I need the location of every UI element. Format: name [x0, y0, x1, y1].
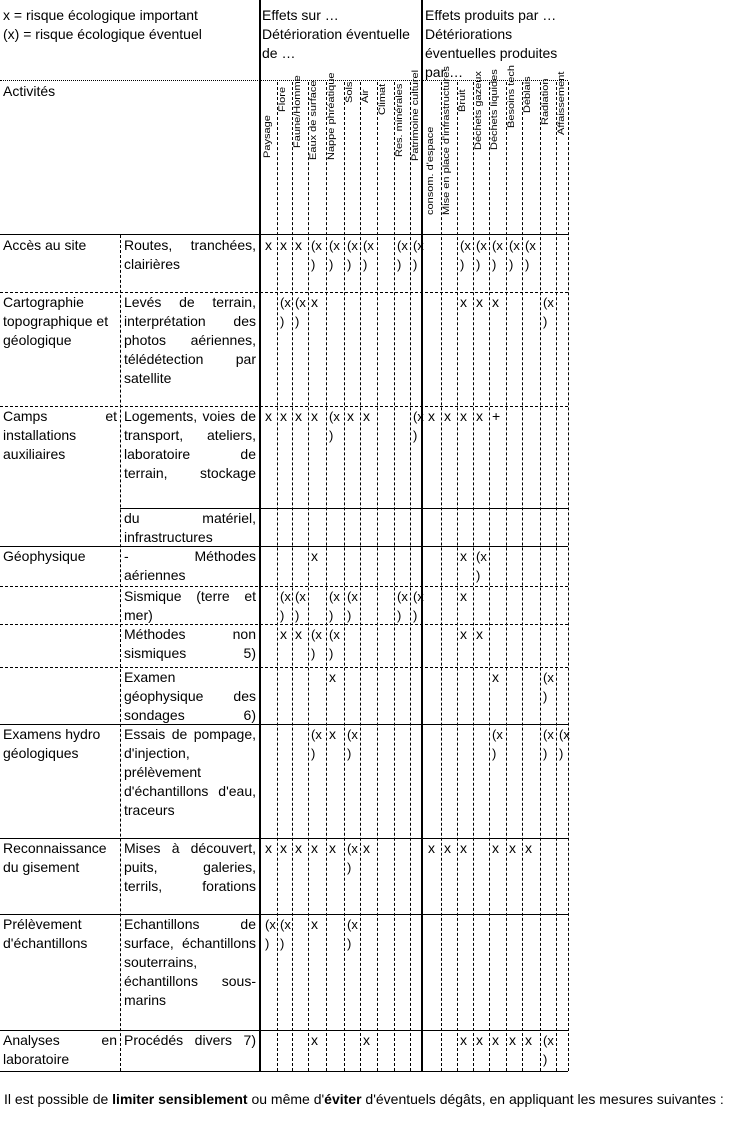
- column-rule: [360, 82, 361, 1071]
- column-header: Eaux de surface: [309, 80, 319, 160]
- footer-bold-1: limiter sensiblement: [112, 1091, 248, 1107]
- activity-name: Accès au site: [3, 237, 87, 253]
- risk-mark: (x ): [397, 589, 408, 623]
- risk-mark: (x ): [559, 727, 570, 761]
- activity-name: Prélèvement d'échantillons: [3, 916, 88, 951]
- column-rule: [522, 82, 523, 1071]
- main-divider-mid: [421, 0, 423, 1071]
- risk-mark: (x ): [543, 727, 554, 761]
- row-rule: [0, 406, 568, 407]
- risk-mark: x: [265, 840, 272, 856]
- footer-paragraph: [4, 1090, 726, 1109]
- risk-mark: (x ): [280, 917, 291, 951]
- risk-mark: (x ): [363, 238, 374, 272]
- risk-mark: x: [311, 916, 318, 932]
- risk-mark: x: [492, 294, 499, 310]
- column-header: Faune/Homme: [293, 75, 303, 148]
- risk-mark: x: [280, 626, 287, 642]
- risk-mark: (x ): [476, 549, 487, 583]
- column-header: Affaissement: [557, 71, 567, 135]
- risk-mark: x: [311, 548, 318, 564]
- risk-mark: (x ): [492, 238, 503, 272]
- risk-mark: x: [311, 840, 318, 856]
- row-rule: [0, 586, 568, 587]
- column-header: Nappe phréatique: [327, 72, 337, 160]
- column-rule: [326, 82, 327, 1071]
- activity-detail: Sismique (terre et mer): [124, 588, 256, 623]
- risk-mark: x: [347, 408, 354, 424]
- risk-mark: x: [265, 408, 272, 424]
- row-rule: [0, 838, 568, 839]
- risk-mark: x: [509, 840, 516, 856]
- column-rule: [277, 82, 278, 1071]
- footer-text-2: ou même d': [247, 1091, 325, 1107]
- risk-mark: x: [295, 840, 302, 856]
- activity-name: Camps et installations auxiliaires: [3, 408, 117, 462]
- risk-mark: x: [460, 548, 467, 564]
- risk-mark: x: [280, 237, 287, 253]
- risk-mark: x: [311, 294, 318, 310]
- column-header: Déchets liquides: [490, 69, 500, 150]
- activity-name: Examens hydro géologiques: [3, 726, 101, 761]
- risk-mark: x: [295, 408, 302, 424]
- risk-mark: x: [295, 237, 302, 253]
- risk-mark: x: [492, 840, 499, 856]
- risk-mark: (x ): [329, 409, 340, 443]
- risk-mark: x: [280, 840, 287, 856]
- column-rule: [540, 82, 541, 1071]
- risk-mark: (x ): [492, 727, 503, 761]
- risk-mark: x: [460, 588, 467, 604]
- column-rule: [473, 82, 474, 1071]
- risk-mark: x: [460, 840, 467, 856]
- column-header: Besoins tech: [507, 65, 517, 128]
- column-rule: [457, 82, 458, 1071]
- risk-mark: (x ): [329, 238, 340, 272]
- activity-name: Reconnaissance du gisement: [3, 840, 107, 875]
- table-bottom-rule: [0, 1071, 568, 1072]
- risk-mark: (x ): [329, 627, 340, 661]
- column-header: Bruit: [458, 89, 468, 112]
- footer-bold-2: éviter: [324, 1091, 362, 1107]
- risk-mark: x: [444, 840, 451, 856]
- risk-mark: x: [509, 1032, 516, 1048]
- row-rule: [0, 292, 568, 293]
- risk-mark: x: [311, 408, 318, 424]
- activity-detail: Routes, tranchées, clairières: [124, 237, 256, 272]
- column-rule: [377, 82, 378, 1071]
- risk-mark: (x ): [280, 295, 291, 329]
- risk-mark: (x ): [476, 238, 487, 272]
- row-rule: [0, 667, 568, 668]
- risk-mark: x: [460, 408, 467, 424]
- risk-mark: +: [492, 408, 501, 424]
- activity-name: Géophysique: [3, 548, 86, 564]
- header-effets-sur: Effets sur … Détérioration éventuelle de …: [262, 7, 410, 61]
- risk-mark: x: [280, 408, 287, 424]
- risk-mark: (x ): [525, 238, 536, 272]
- risk-mark: (x ): [347, 238, 358, 272]
- row-rule: [0, 624, 568, 625]
- activity-detail: - Méthodes aériennes: [124, 548, 256, 583]
- risk-mark: x: [363, 408, 370, 424]
- column-header: Paysage: [263, 115, 273, 158]
- activity-detail: Logements, voies de transport, ateliers, laboratoire de terrain, stockage: [124, 408, 256, 481]
- risk-mark: x: [460, 1032, 467, 1048]
- header-effets-produits: Effets produits par … Détériorations éventuelles produites par …: [425, 7, 558, 80]
- legend-line-1: x = risque écologique important: [3, 7, 198, 23]
- column-rule: [308, 82, 309, 1071]
- column-header: Air: [361, 89, 371, 103]
- column-rule: [292, 82, 293, 1071]
- risk-mark: x: [428, 840, 435, 856]
- risk-mark: x: [476, 294, 483, 310]
- risk-mark: x: [444, 408, 451, 424]
- main-divider-left: [259, 0, 261, 1071]
- column-header: consom. d'espace: [426, 126, 436, 215]
- risk-mark: (x ): [280, 589, 291, 623]
- footer-text-1: Il est possible de: [4, 1091, 113, 1107]
- column-header: Mise en place d'infrastructures: [442, 66, 452, 215]
- risk-mark: (x ): [397, 238, 408, 272]
- risk-mark: (x ): [295, 295, 306, 329]
- risk-mark: (x ): [311, 238, 322, 272]
- column-header: Radiation: [541, 78, 551, 125]
- risk-mark: x: [295, 626, 302, 642]
- risk-mark: x: [363, 840, 370, 856]
- activity-name: Cartographie topographique et géologique: [3, 294, 109, 348]
- risk-mark: x: [492, 1032, 499, 1048]
- row-rule: [0, 546, 568, 547]
- risk-mark: (x ): [265, 917, 276, 951]
- risk-mark: x: [329, 840, 336, 856]
- activity-name: Analyses en laboratoire: [3, 1032, 117, 1067]
- activity-detail: du matériel, infrastructures: [124, 510, 256, 545]
- risk-mark: (x ): [347, 727, 358, 761]
- risk-mark: x: [311, 1032, 318, 1048]
- risk-mark: x: [428, 408, 435, 424]
- activity-detail: Méthodes non sismiques 5): [124, 626, 256, 661]
- risk-mark: (x ): [460, 238, 471, 272]
- risk-mark: x: [476, 408, 483, 424]
- column-rule: [344, 82, 345, 1071]
- column-rule: [506, 82, 507, 1071]
- column-rule: [441, 82, 442, 1071]
- column-header: Climat: [378, 83, 388, 115]
- risk-mark: x: [460, 294, 467, 310]
- risk-mark: (x ): [329, 589, 340, 623]
- column-rule: [410, 82, 411, 1071]
- header-bottom-rule: [0, 234, 568, 235]
- activity-detail: Examen géophysique des sondages 6): [124, 669, 256, 723]
- risk-mark: (x ): [543, 295, 554, 329]
- risk-mark: (x ): [311, 727, 322, 761]
- risk-mark: (x ): [347, 917, 358, 951]
- risk-mark: (x ): [413, 238, 424, 272]
- risk-mark: x: [525, 1032, 532, 1048]
- risk-mark: (x ): [347, 841, 358, 875]
- risk-mark: x: [476, 1032, 483, 1048]
- legend-line-2: (x) = risque écologique éventuel: [3, 26, 202, 42]
- risk-mark: x: [460, 626, 467, 642]
- risk-mark: x: [492, 669, 499, 685]
- column-header: Déchets gazeux: [474, 71, 484, 150]
- activity-detail: Echantillons de surface, échantillons souterrains, échantillons sous-marins: [124, 916, 256, 1008]
- column-rule: [394, 82, 395, 1071]
- activity-divider: [120, 235, 121, 1071]
- risk-mark: x: [476, 626, 483, 642]
- risk-mark: (x ): [413, 409, 424, 443]
- row-rule: [0, 1030, 568, 1031]
- column-header: Sols: [345, 81, 355, 103]
- risk-mark: x: [329, 669, 336, 685]
- risk-mark: x: [363, 1032, 370, 1048]
- footer-text-3: d'éventuels dégâts, en appliquant les mesures suivantes :: [361, 1091, 724, 1107]
- column-header: Patrimoine culturel: [411, 69, 421, 161]
- activity-detail: Levés de terrain, interprétation des photos aériennes, télédétection par satellite: [124, 294, 256, 386]
- column-rule: [489, 82, 490, 1071]
- risk-mark: (x ): [543, 670, 554, 704]
- risk-mark: x: [265, 237, 272, 253]
- risk-mark: (x ): [347, 589, 358, 623]
- row-rule: [0, 914, 568, 915]
- header-activites: Activités: [3, 83, 56, 99]
- column-header: Déblais: [523, 76, 533, 113]
- row-rule: [0, 724, 568, 725]
- header-rule: [0, 80, 568, 81]
- column-header: Flore: [278, 86, 288, 112]
- risk-mark: (x ): [295, 589, 306, 623]
- risk-mark: x: [525, 840, 532, 856]
- risk-mark: (x ): [543, 1033, 554, 1067]
- risk-mark: (x ): [413, 589, 424, 623]
- risk-mark: (x ): [311, 627, 322, 661]
- column-header: Res. minérales: [395, 83, 405, 157]
- risk-mark: x: [329, 726, 336, 742]
- activity-detail: Procédés divers 7): [124, 1032, 256, 1048]
- column-rule: [568, 82, 569, 1071]
- column-rule: [556, 82, 557, 1071]
- activity-detail: Essais de pompage, d'injection, prélèvement d'échantillons d'eau, traceurs: [124, 726, 256, 818]
- activity-detail: Mises à découvert, puits, galeries, terrils, forations: [124, 840, 256, 894]
- risk-mark: (x ): [509, 238, 520, 272]
